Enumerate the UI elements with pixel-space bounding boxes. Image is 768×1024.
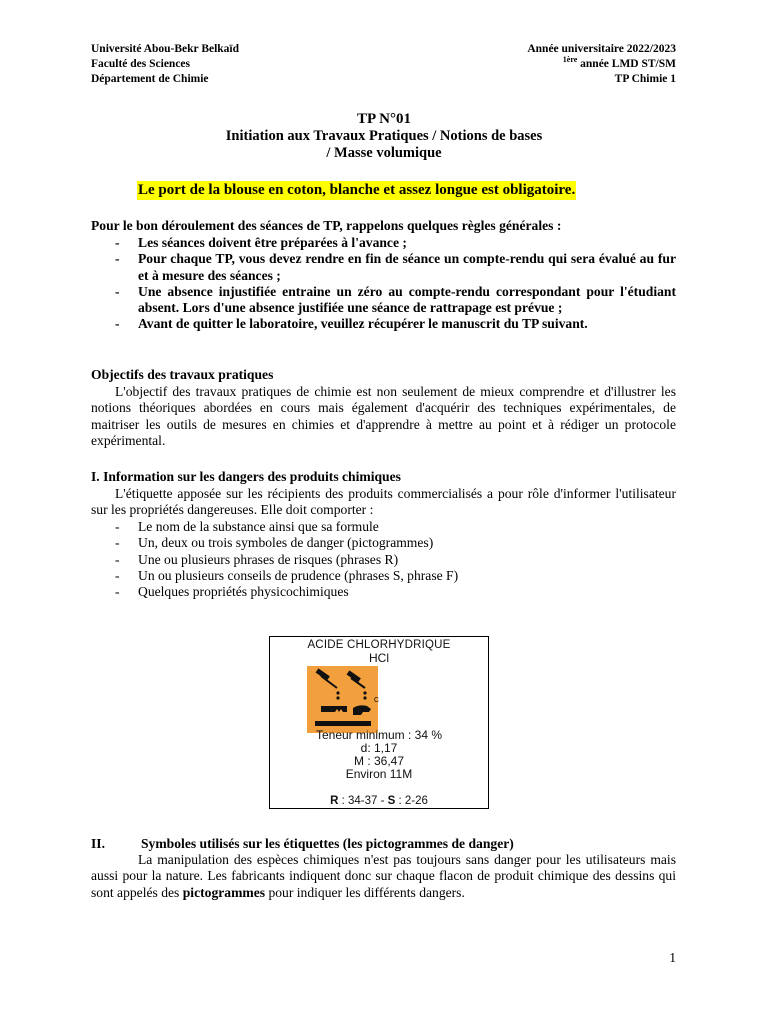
- label-s-letter: S: [387, 795, 396, 807]
- title-subject-cont: / Masse volumique: [326, 145, 442, 161]
- section2-text-bold: pictogrammes: [182, 884, 266, 900]
- header-academic-year: Année universitaire 2022/2023: [527, 43, 676, 55]
- pictogram-code: C: [374, 697, 380, 704]
- label-density: d: 1,17: [360, 741, 398, 755]
- objectives-paragraph: L'objectif des travaux pratiques de chimie est non seulement de mieux comprendre et d'illustrer les notions théoriques abordées en cours mais également d'acquérir des techniques expérimentales, de maitriser les outils de mesures en chimies et d'apprendre à mettre au point et à rédiger un protocole expérimental.: [91, 384, 676, 448]
- label-contents-item: - Quelques propriétés physicochimiques: [91, 584, 676, 600]
- lab-coat-notice: Le port de la blouse en coton, blanche et assez longue est obligatoire.: [138, 182, 576, 198]
- corrosive-symbol-icon: [307, 666, 378, 733]
- label-s-value: : 2-26: [395, 795, 428, 807]
- header-department: Département de Chimie: [91, 73, 209, 85]
- label-r-letter: R: [330, 795, 339, 807]
- header-level: [527, 57, 676, 72]
- corrosive-pictogram-icon: [307, 666, 378, 733]
- section2-heading: [91, 836, 676, 852]
- header-university: Université Abou-Bekr Belkaïd: [91, 43, 240, 55]
- rules-list: [91, 235, 676, 333]
- title-tp-number: TP N°01: [357, 111, 411, 127]
- header-course-info: [527, 42, 676, 87]
- label-molarity: Environ 11M: [345, 767, 413, 781]
- section2-text-b: pour indiquer les différents dangers.: [265, 884, 465, 900]
- document-title: [0, 110, 768, 162]
- label-risk-safety-phrases: [270, 795, 488, 808]
- section2-paragraph: [91, 852, 676, 901]
- section1-paragraph: L'étiquette apposée sur les récipients des produits commercialisés a pour rôle d'informer l'utilisateur sur les propriétés dangereuses. Elle doit comporter :: [91, 486, 676, 518]
- label-formula: HCl: [369, 651, 389, 665]
- objectives-heading: Objectifs des travaux pratiques: [91, 367, 274, 382]
- section1-heading: I. Information sur les dangers des produits chimiques: [91, 469, 401, 484]
- header-level-text: année LMD ST/SM: [577, 58, 676, 70]
- label-contents-item: - Un ou plusieurs conseils de prudence (phrases S, phrase F): [91, 568, 676, 584]
- title-subject: Initiation aux Travaux Pratiques / Notions de bases: [225, 128, 543, 144]
- label-concentration: Teneur minimum : 34 %: [315, 728, 443, 742]
- rule-item: - Avant de quitter le laboratoire, veuillez récupérer le manuscrit du TP suivant.: [91, 316, 676, 332]
- label-molar-mass: M : 36,47: [353, 754, 405, 768]
- label-r-value: : 34-37 -: [338, 795, 388, 807]
- label-substance-name: ACIDE CHLORHYDRIQUE: [307, 639, 451, 651]
- header-institution: [91, 42, 239, 87]
- label-contents-item: - Le nom de la substance ainsi que sa formule: [91, 519, 676, 535]
- label-contents-item: - Un, deux ou trois symboles de danger (pictogrammes): [91, 535, 676, 551]
- section2-number: II.: [91, 836, 105, 851]
- header-course: TP Chimie 1: [614, 73, 676, 85]
- rule-item: - Les séances doivent être préparées à l'avance ;: [91, 235, 676, 251]
- rule-item: - Une absence injustifiée entraine un zéro au compte-rendu correspondant pour l'étudiant absent. Lors d'une absence justifiée une séance de rattrapage est prévue ;: [91, 284, 676, 317]
- label-contents-list: [91, 519, 676, 600]
- page-number: 1: [669, 950, 676, 965]
- section2-title-text: Symboles utilisés sur les étiquettes (les pictogrammes de danger): [141, 836, 514, 851]
- rules-intro: Pour le bon déroulement des séances de TP, rappelons quelques règles générales :: [91, 218, 562, 233]
- chemical-label-figure: [269, 636, 489, 809]
- rule-item: - Pour chaque TP, vous devez rendre en fin de séance un compte-rendu qui sera évalué au fur et à mesure des séances ;: [91, 251, 676, 284]
- section2-text-a: La manipulation des espèces chimiques n'est pas toujours sans danger pour les utilisateurs mais aussi pour la nature. Les fabricants indiquent donc sur chaque flacon de produit chimique des dessins qui sont appelés des: [91, 852, 676, 900]
- label-contents-item: - Une ou plusieurs phrases de risques (phrases R): [91, 552, 676, 568]
- header-level-sup: 1ère: [562, 55, 578, 65]
- header-faculty: Faculté des Sciences: [91, 58, 191, 70]
